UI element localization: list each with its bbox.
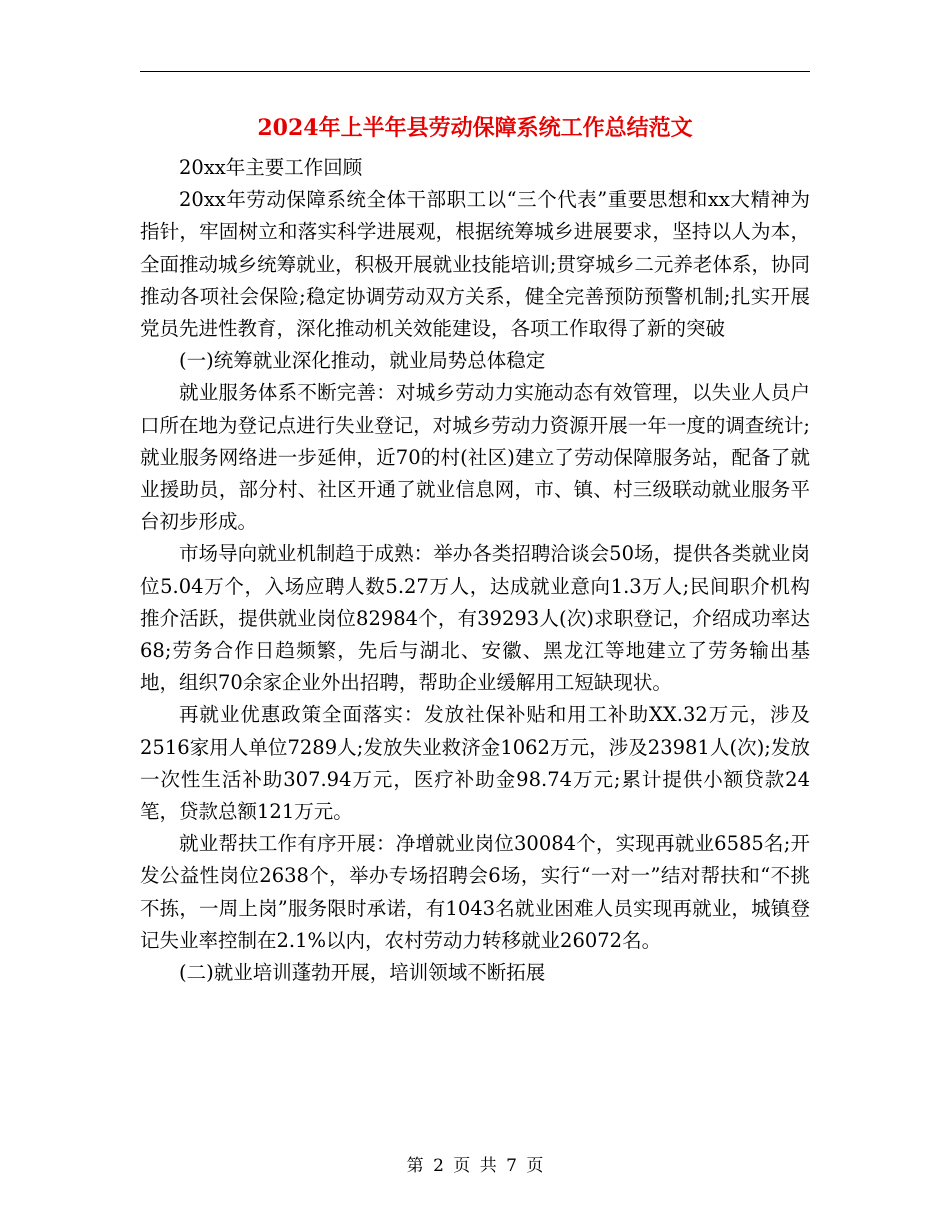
document-title: 2024年上半年县劳动保障系统工作总结范文 [257, 115, 693, 141]
header-rule [140, 71, 810, 72]
paragraph-reemployment-policy: 再就业优惠政策全面落实：发放社保补贴和用工补助XX.32万元，涉及2516家用人单位7289人;发放失业救济金1062万元，涉及23981人(次);发放一次性生活补助307.94万元，医疗补助金98.74万元;累计提供小额贷款24笔，贷款总额121万元。 [140, 703, 811, 824]
document-body [140, 152, 810, 989]
paragraph-review-heading: 20xx年主要工作回顾 [179, 156, 363, 179]
section-heading-employment: (一)统筹就业深化推动，就业局势总体稳定 [179, 349, 546, 373]
paragraph-overview: 20xx年劳动保障系统全体干部职工以“三个代表”重要思想和xx大精神为指针，牢固树立和落实科学进展观，根据统筹城乡进展要求，坚持以人为本，全面推动城乡统筹就业，积极开展就业技能培训;贯穿城乡二元养老体系，协同推动各项社会保险;稳定协调劳动双方关系，健全完善预防预警机制;扎实开展党员先进性教育，深化推动机关效能建设，各项工作取得了新的突破 [140, 188, 810, 341]
paragraph-market-mechanism: 市场导向就业机制趋于成熟：举办各类招聘洽谈会50场，提供各类就业岗位5.04万个，入场应聘人数5.27万人，达成就业意向1.3万人;民间职介机构推介活跃，提供就业岗位82984个，有39293人(次)求职登记，介绍成功率达68;劳务合作日趋频繁，先后与湖北、安徽、黑龙江等地建立了劳务输出基地，组织70余家企业外出招聘，帮助企业缓解用工短缺现状。 [140, 542, 810, 695]
page-number: 第 2 页 共 7 页 [406, 1156, 544, 1176]
paragraph-service-system: 就业服务体系不断完善：对城乡劳动力实施动态有效管理，以失业人员户口所在地为登记点进行失业登记，对城乡劳动力资源开展一年一度的调查统计;就业服务网络进一步延伸，近70的村(社区)建立了劳动保障服务站，配备了就业援助员，部分村、社区开通了就业信息网，市、镇、村三级联动就业服务平台初步形成。 [140, 381, 810, 534]
paragraph-employment-assistance: 就业帮扶工作有序开展：净增就业岗位30084个，实现再就业6585名;开发公益性岗位2638个，举办专场招聘会6场，实行“一对一”结对帮扶和“不挑不拣，一周上岗”服务限时承诺，有1043名就业困难人员实现再就业，城镇登记失业率控制在2.1%以内，农村劳动力转移就业26072名。 [140, 832, 810, 952]
section-heading-training: (二)就业培训蓬勃开展，培训领域不断拓展 [179, 961, 546, 985]
